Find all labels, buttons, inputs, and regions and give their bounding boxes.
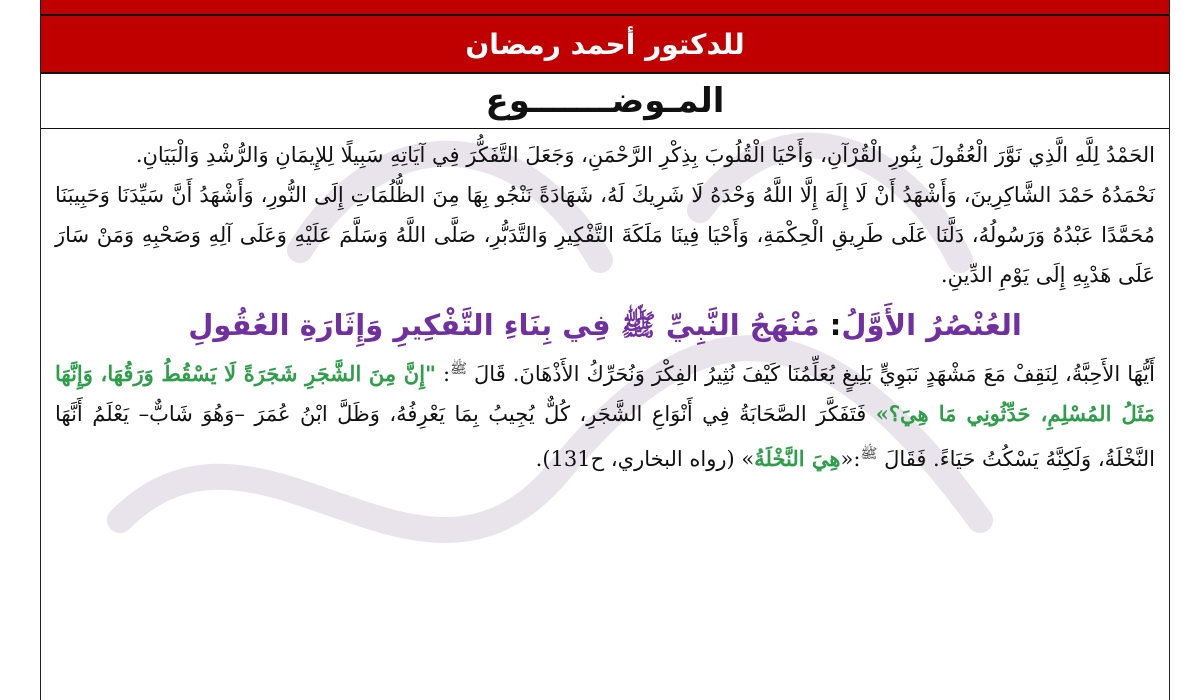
author-title: للدكتور أحمد رمضان <box>465 27 745 61</box>
hadith-answer: هِيَ النَّخْلَةُ <box>754 446 841 471</box>
section-separator: : <box>829 308 842 342</box>
salawat-symbol: ﷺ <box>450 361 468 377</box>
document-body <box>41 129 1169 479</box>
hadith-paragraph <box>55 349 1155 479</box>
quote-close: » <box>741 447 755 471</box>
author-banner <box>41 16 1169 74</box>
section-heading <box>55 301 1155 349</box>
quote-open: :« <box>840 447 861 471</box>
subject-title: المـوضـــــــوع <box>485 81 725 121</box>
hadith-narration: فَتَفَكَّرَ الصَّحَابَةُ فِي أَنْوَاعِ الشَّجَرِ، كُلٌّ يُجِيبُ بِمَا يَعْرِفُهُ، وَظَلَّ ابْنُ عُمَرَ –وَهُوَ شَابٌّ– يَعْلَمُ أَنَّهَا النَّخْلَةُ، وَلَكِنَّهُ يَسْكُتُ حَيَاءً. فَقَالَ <box>55 402 1155 471</box>
salawat-symbol-2: ﷺ <box>860 446 878 462</box>
intro-paragraph-1: الحَمْدُ لِلَّهِ الَّذِي نَوَّرَ الْعُقُولَ بِنُورِ الْقُرْآنِ، وَأَحْيَا الْقُلُوبَ بِذِكْرِ الرَّحْمَنِ، وَجَعَلَ التَّفَكُّرَ فِي آيَاتِهِ سَبِيلًا لِلإِيمَانِ وَالرُّشْدِ وَالْبَيَانِ. <box>135 143 1155 167</box>
top-red-strip <box>41 0 1169 16</box>
subject-banner <box>41 74 1169 129</box>
hadith-source: (رواه البخاري، ح131). <box>535 447 735 471</box>
section-title: مَنْهَجُ النَّبِيِّ ﷺ فِي بِنَاءِ التَّفْكِيرِ وَإِثَارَةِ العُقُولِ <box>188 308 820 342</box>
intro-paragraph-2: نَحْمَدُهُ حَمْدَ الشَّاكِرِينَ، وَأَشْهَدُ أَنْ لَا إِلَهَ إِلَّا اللَّهُ وَحْدَهُ لَا شَرِيكَ لَهُ، شَهَادَةً نَنْجُو بِهَا مِنَ الظُّلُمَاتِ إِلَى النُّورِ، وَأَشْهَدُ أَنَّ سَيِّدَنَا وَحَبِيبَنَا مُحَمَّدًا عَبْدُهُ وَرَسُولُهُ، دَلَّنَا عَلَى طَرِيقِ الْحِكْمَةِ، وَأَحْيَا فِينَا مَلَكَةَ التَّفْكِيرِ وَالتَّدَبُّرِ، صَلَّى اللَّهُ وَسَلَّمَ عَلَيْهِ وَعَلَى آلِهِ وَصَحْبِهِ وَمَنْ سَارَ عَلَى هَدْيِهِ إِلَى يَوْمِ الدِّينِ. <box>55 183 1155 287</box>
hadith-quote: "إِنَّ مِنَ الشَّجَرِ شَجَرَةً لَا يَسْقُطُ وَرَقُهَا، وَإِنَّهَا مَثَلُ المُسْلِمِ، حَدِّثُونِي مَا هِيَ؟» <box>55 361 1155 426</box>
document-page <box>40 0 1170 700</box>
hadith-intro: أَيُّهَا الأَحِبَّةُ، لِنَقِفْ مَعَ مَشْهَدٍ نَبَوِيٍّ بَلِيغٍ يُعَلِّمُنَا كَيْفَ نُثِيرُ الفِكْرَ وَنُحَرِّكُ الأَذْهَانَ. قَالَ <box>474 362 1155 386</box>
section-label: العُنْصُرُ الأَوَّلُ <box>841 308 1022 342</box>
hadith-colon: : <box>443 362 451 386</box>
